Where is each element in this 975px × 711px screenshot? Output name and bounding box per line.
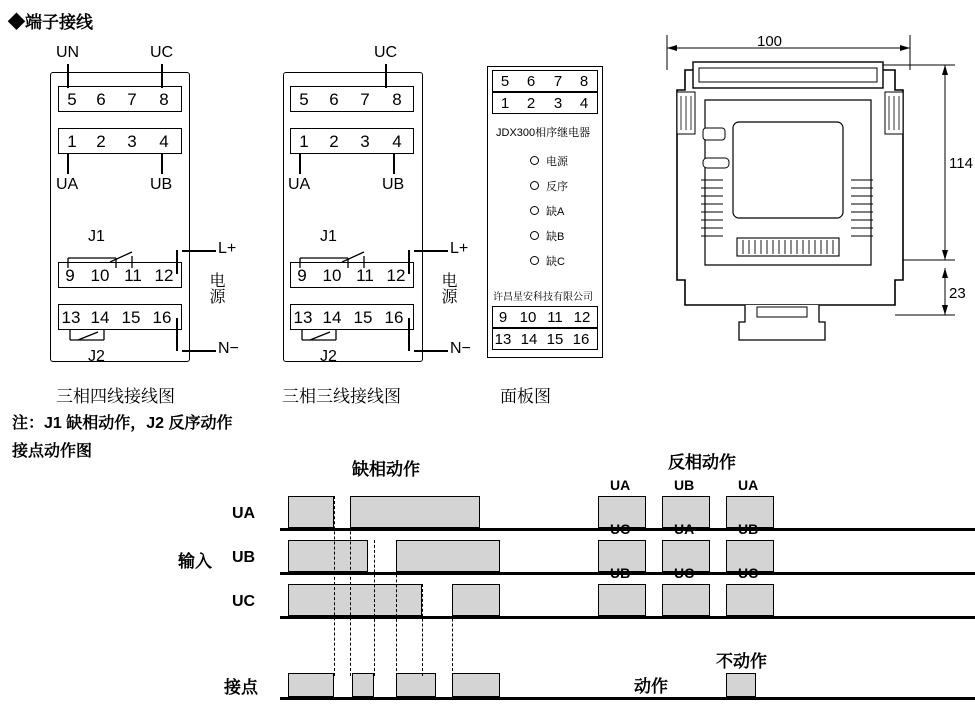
guide-line-4 [396, 540, 397, 676]
terminal-16-2: 16 [384, 308, 404, 327]
page-title: ◆端子接线 [8, 13, 93, 32]
led-label-missing-c: 缺C [546, 256, 565, 268]
label-nminus-1: N− [218, 340, 239, 357]
dim-bottom-label: 23 [949, 285, 966, 302]
led-reverse-icon [530, 181, 539, 190]
tag-uc-r1: UB [610, 565, 631, 581]
stem-ub-2 [393, 154, 395, 174]
pulse-ub-2 [396, 540, 500, 572]
panel-terminal-3: 3 [553, 95, 563, 112]
timing-contact-label: 接点 [224, 678, 258, 697]
label-ua-2: UA [288, 176, 311, 193]
terminal-15-1: 15 [121, 308, 141, 327]
terminal-13-1: 13 [61, 308, 81, 327]
power-text-2: 电源 [439, 272, 456, 304]
panel-company: 许昌星安科技有限公司 [493, 292, 593, 303]
pulse-uc-2 [452, 584, 500, 616]
wire-nminus-1 [182, 350, 216, 352]
tag-uc-r3: UC [738, 565, 759, 581]
wire-lplus-1 [182, 250, 216, 252]
led-label-missing-b: 缺B [546, 231, 565, 243]
label-uc-1: UC [150, 44, 174, 61]
terminal-2-2: 2 [329, 132, 339, 151]
terminal-12-2: 12 [386, 266, 406, 285]
led-missing-a-icon [530, 206, 539, 215]
panel-terminal-4: 4 [579, 95, 589, 112]
label-nminus-2: N− [450, 340, 471, 357]
label-uc-2: UC [374, 44, 398, 61]
led-label-reverse: 反序 [546, 181, 568, 193]
terminal-16-1: 16 [152, 308, 172, 327]
label-j2-2: J2 [320, 348, 337, 365]
pulse-uc-4 [662, 584, 710, 616]
panel-terminal-9: 9 [498, 309, 508, 326]
terminal-15-2: 15 [353, 308, 373, 327]
guide-line-5 [422, 584, 423, 676]
pulse-uc-1 [288, 584, 422, 616]
panel-terminal-8: 8 [579, 73, 589, 90]
note-line-2: 接点动作图 [12, 443, 93, 460]
terminal-9-2: 9 [297, 266, 307, 285]
terminal-13-2: 13 [293, 308, 313, 327]
terminal-6-2: 6 [329, 90, 339, 109]
terminal-10-2: 10 [322, 266, 342, 285]
power-text-1: 电源 [207, 272, 224, 304]
panel-terminal-10: 10 [519, 309, 537, 326]
terminal-9-1: 9 [65, 266, 75, 285]
dim-top-label: 100 [757, 33, 783, 50]
caption-panel: 面板图 [500, 387, 551, 406]
panel-terminal-12: 12 [573, 309, 591, 326]
panel-device-name: JDX300相序继电器 [496, 127, 591, 139]
label-power-1 [204, 272, 226, 311]
guide-line-6 [452, 584, 453, 676]
guide-line-3 [374, 540, 375, 676]
terminal-2-1: 2 [96, 132, 106, 151]
panel-terminal-13: 13 [494, 331, 512, 348]
dim-right-label: 114 [949, 155, 973, 172]
terminal-4-1: 4 [159, 132, 169, 151]
timing-input-label: 输入 [178, 552, 212, 571]
timing-action-label: 动作 [634, 677, 668, 696]
label-un-1: UN [56, 44, 80, 61]
tag-ub-r1: UC [610, 521, 631, 537]
timing-title-right: 反相动作 [668, 453, 736, 472]
terminal-7-2: 7 [360, 90, 370, 109]
wire-lplus-down-1 [176, 250, 178, 274]
timing-row-label-ua: UA [232, 505, 256, 522]
pulse-contact-3 [396, 673, 436, 697]
tag-ua-r1: UA [610, 477, 631, 493]
tag-ua-r3: UA [738, 477, 759, 493]
tag-ua-r2: UB [674, 477, 695, 493]
baseline-contact [280, 697, 975, 700]
label-lplus-1: L+ [218, 240, 237, 257]
label-ub-1: UB [150, 176, 173, 193]
terminal-3-2: 3 [360, 132, 370, 151]
panel-terminal-6: 6 [526, 73, 536, 90]
pulse-contact-1 [288, 673, 334, 697]
terminal-14-2: 14 [322, 308, 342, 327]
caption-diagram-1: 三相四线接线图 [56, 387, 175, 406]
terminal-14-1: 14 [90, 308, 110, 327]
stem-ua-2 [299, 154, 301, 174]
stem-ua-1 [67, 154, 69, 174]
terminal-5-2: 5 [299, 90, 309, 109]
panel-terminal-16: 16 [572, 331, 590, 348]
timing-row-label-ub: UB [232, 549, 256, 566]
stem-uc-2 [385, 64, 387, 88]
panel-terminal-2: 2 [526, 95, 536, 112]
terminal-4-2: 4 [392, 132, 402, 151]
terminal-8-1: 8 [159, 90, 169, 109]
pulse-contact-4 [452, 673, 500, 697]
led-missing-c-icon [530, 256, 539, 265]
stem-un-1 [67, 64, 69, 88]
panel-terminal-5: 5 [500, 73, 510, 90]
label-ua-1: UA [56, 176, 79, 193]
label-power-2 [436, 272, 458, 309]
label-j1-1: J1 [88, 228, 105, 245]
terminal-1-1: 1 [67, 132, 77, 151]
terminal-7-1: 7 [127, 90, 137, 109]
pulse-uc-5 [726, 584, 774, 616]
panel-terminal-7: 7 [553, 73, 563, 90]
pulse-ua-2 [350, 496, 480, 528]
led-label-missing-a: 缺A [546, 206, 565, 218]
tag-ub-r2: UA [674, 521, 695, 537]
panel-terminal-11: 11 [547, 309, 563, 326]
terminal-11-1: 11 [124, 266, 142, 285]
label-lplus-2: L+ [450, 240, 469, 257]
note-line-1: 注：J1 缺相动作，J2 反序动作 [12, 415, 233, 432]
pulse-ua-1 [288, 496, 334, 528]
stem-ub-1 [161, 154, 163, 174]
label-j1-2: J1 [320, 228, 337, 245]
terminal-6-1: 6 [96, 90, 106, 109]
terminal-11-2: 11 [356, 266, 374, 285]
panel-terminal-14: 14 [520, 331, 538, 348]
pulse-contact-5 [726, 673, 756, 697]
terminal-8-2: 8 [392, 90, 402, 109]
wire-lplus-2 [414, 250, 448, 252]
led-power-icon [530, 156, 539, 165]
label-j2-1: J2 [88, 348, 105, 365]
guide-line-2 [350, 496, 351, 676]
led-label-power: 电源 [546, 156, 568, 168]
wire-nminus-2 [414, 350, 448, 352]
wire-nminus-up-2 [408, 318, 410, 351]
terminal-1-2: 1 [299, 132, 309, 151]
panel-terminal-1: 1 [500, 95, 510, 112]
label-ub-2: UB [382, 176, 405, 193]
baseline-uc [280, 616, 975, 619]
timing-row-label-uc: UC [232, 593, 256, 610]
pulse-contact-2 [352, 673, 374, 697]
led-missing-b-icon [530, 231, 539, 240]
pulse-uc-3 [598, 584, 646, 616]
caption-diagram-2: 三相三线接线图 [282, 387, 401, 406]
terminal-12-1: 12 [154, 266, 174, 285]
tag-uc-r2: UC [674, 565, 695, 581]
wire-lplus-down-2 [408, 250, 410, 274]
terminal-5-1: 5 [67, 90, 77, 109]
wire-nminus-up-1 [176, 318, 178, 351]
mechanical-drawing [645, 30, 975, 360]
guide-line-1 [334, 496, 335, 676]
stem-uc-1 [161, 64, 163, 88]
terminal-10-1: 10 [90, 266, 110, 285]
timing-no-action-label: 不动作 [716, 652, 767, 671]
panel-terminal-15: 15 [546, 331, 564, 348]
terminal-3-1: 3 [127, 132, 137, 151]
timing-title-left: 缺相动作 [352, 460, 420, 479]
pulse-ub-1 [288, 540, 368, 572]
tag-ub-r3: UB [738, 521, 759, 537]
